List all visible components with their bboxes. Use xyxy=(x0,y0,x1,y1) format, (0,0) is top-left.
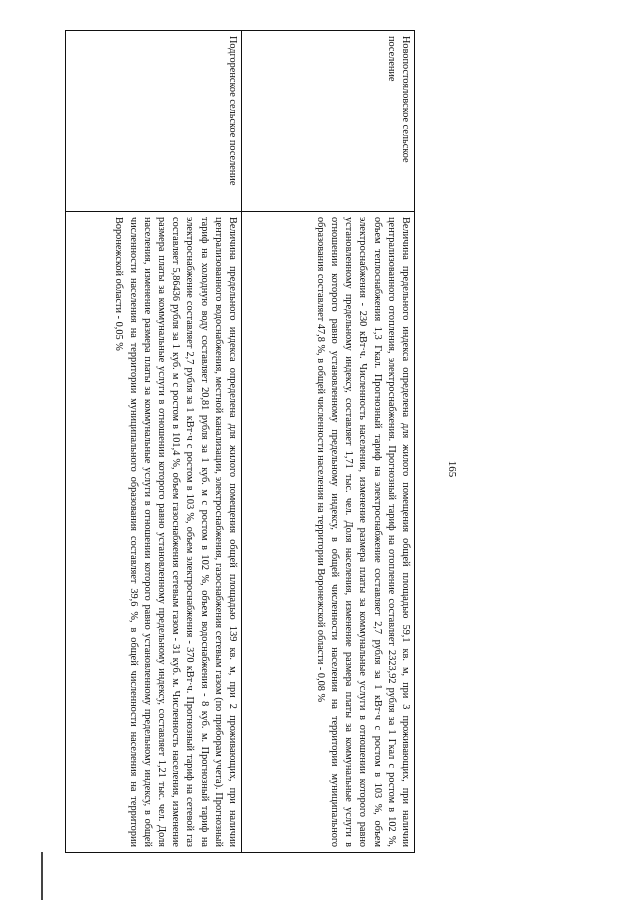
rotated-table-container xyxy=(65,30,415,853)
table-row xyxy=(66,31,242,853)
table-row xyxy=(242,31,415,853)
settlement-name-cell: Подгоренское сельское поселение xyxy=(66,31,242,212)
settlement-name-cell: Новопостояловское сельское поселение xyxy=(242,31,415,212)
table-wrapper xyxy=(65,30,415,853)
settlement-description-cell: Величина предельного индекса определена для жилого помещения общей площадью 139 кв. м, при 2 проживающих, при наличии централизованного водоснабжения, местной канализации, электроснабжения, газоснабжения сетевым газом (по приборам учета). Прогнозный тариф на холодную воду составляет 20,81 рубля за 1 куб. м с ростом в 102 %, объем водоснабжения - 8 куб. м. Прогнозный тариф на электроснабжение составляет 2,7 рубля за 1 кВт·ч с ростом в 103 %, объем электроснабжения - 370 кВт·ч. Прогнозный тариф на сетевой газ составляет 5,86436 рубля за 1 куб. м с ростом в 101,4 %, объем газоснабжения сетевым газом - 31 куб. м. Численность населения, изменение размера платы за коммунальные услуги в отношении которого равно установленному предельному индексу, составляет 1,21 тыс. чел. Доля населения, изменение размера платы за коммунальные услуги в отношении которого равно установленному предельному индексу, в общей численности населения на территории муниципального образования составляет 39,6 %, в общей численности населения на территории Воронежской области - 0,05 % xyxy=(66,212,242,853)
page-number: 165 xyxy=(446,460,458,478)
settlements-table xyxy=(65,30,415,853)
settlement-description-cell: Величина предельного индекса определена для жилого помещения общей площадью 59,1 кв. м, при 3 проживающих, при наличии централизованного отопления, электроснабжения. Прогнозный тариф на отопление составляет 2323,92 рубля за 1 Гкал с ростом в 102 %, объем теплоснабжения 1,3 Гкал. Прогнозный тариф на электроснабжение составляет 2,7 рубля за 1 кВт·ч с ростом в 103 %, объем электроснабжения - 230 кВт·ч. Численность населения, изменение размера платы за коммунальные услуги в отношении которого равно установленному предельному индексу, составляет 1,71 тыс. чел. Доля населения, изменение размера платы за коммунальные услуги в отношении которого равно установленному предельному индексу, в общей численности населения на территории муниципального образования составляет 47,8 %, в общей численности населения на территории Воронежской области - 0,08 % xyxy=(242,212,415,853)
margin-rule xyxy=(41,852,43,900)
